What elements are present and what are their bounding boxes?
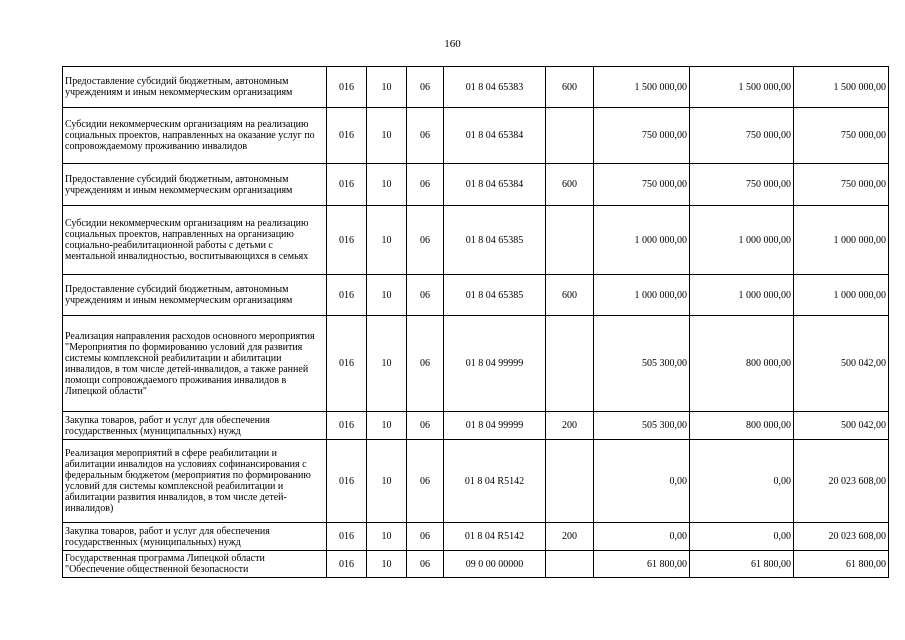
- amount-year-3: 20 023 608,00: [794, 440, 889, 523]
- expense-kind: 200: [546, 523, 594, 551]
- section-code: 10: [367, 316, 407, 412]
- section-code: 10: [367, 523, 407, 551]
- subsection-code: 06: [407, 108, 444, 164]
- expense-kind: [546, 440, 594, 523]
- ministry-code: 016: [327, 551, 367, 578]
- section-code: 10: [367, 206, 407, 275]
- ministry-code: 016: [327, 108, 367, 164]
- amount-year-3: 1 000 000,00: [794, 275, 889, 316]
- section-code: 10: [367, 412, 407, 440]
- table-row: [63, 523, 889, 551]
- row-name: Предоставление субсидий бюджетным, автономным учреждениям и иным некоммерческим организациям: [63, 164, 327, 206]
- ministry-code: 016: [327, 275, 367, 316]
- amount-year-2: 750 000,00: [690, 108, 794, 164]
- section-code: 10: [367, 440, 407, 523]
- amount-year-1: 0,00: [594, 440, 690, 523]
- amount-year-3: 1 500 000,00: [794, 67, 889, 108]
- amount-year-2: 61 800,00: [690, 551, 794, 578]
- row-name: Субсидии некоммерческим организациям на реализацию социальных проектов, направленных на оказание услуг по сопровождаемому проживанию инвалидов: [63, 108, 327, 164]
- ministry-code: 016: [327, 523, 367, 551]
- target-article: 01 8 04 99999: [444, 316, 546, 412]
- section-code: 10: [367, 108, 407, 164]
- row-name: Реализация направления расходов основного мероприятия "Мероприятия по формированию условий для развития системы комплексной реабилитации и абилитации инвалидов, в том числе детей-инвалидов, а также ранней помощи сопровождаемого проживания инвалидов в Липецкой области": [63, 316, 327, 412]
- subsection-code: 06: [407, 206, 444, 275]
- subsection-code: 06: [407, 440, 444, 523]
- target-article: 09 0 00 00000: [444, 551, 546, 578]
- amount-year-1: 0,00: [594, 523, 690, 551]
- amount-year-1: 1 000 000,00: [594, 275, 690, 316]
- target-article: 01 8 04 65383: [444, 67, 546, 108]
- table-row: [63, 440, 889, 523]
- amount-year-2: 750 000,00: [690, 164, 794, 206]
- table-row: [63, 412, 889, 440]
- target-article: 01 8 04 65384: [444, 108, 546, 164]
- row-name: Закупка товаров, работ и услуг для обеспечения государственных (муниципальных) нужд: [63, 412, 327, 440]
- section-code: 10: [367, 551, 407, 578]
- row-name: Реализация мероприятий в сфере реабилитации и абилитации инвалидов на условиях софинансирования с федеральным бюджетом (мероприятия по формированию условий для системы комплексной реабилитации и абилитации развития инвалидов, в том числе детей-инвалидов): [63, 440, 327, 523]
- amount-year-3: 20 023 608,00: [794, 523, 889, 551]
- ministry-code: 016: [327, 316, 367, 412]
- amount-year-2: 1 000 000,00: [690, 206, 794, 275]
- row-name: Предоставление субсидий бюджетным, автономным учреждениям и иным некоммерческим организациям: [63, 67, 327, 108]
- amount-year-2: 1 500 000,00: [690, 67, 794, 108]
- amount-year-3: 61 800,00: [794, 551, 889, 578]
- amount-year-2: 0,00: [690, 440, 794, 523]
- amount-year-1: 61 800,00: [594, 551, 690, 578]
- expense-kind: 600: [546, 275, 594, 316]
- amount-year-1: 1 000 000,00: [594, 206, 690, 275]
- amount-year-1: 505 300,00: [594, 412, 690, 440]
- subsection-code: 06: [407, 275, 444, 316]
- amount-year-2: 0,00: [690, 523, 794, 551]
- section-code: 10: [367, 67, 407, 108]
- amount-year-3: 1 000 000,00: [794, 206, 889, 275]
- section-code: 10: [367, 164, 407, 206]
- target-article: 01 8 04 65384: [444, 164, 546, 206]
- subsection-code: 06: [407, 523, 444, 551]
- ministry-code: 016: [327, 440, 367, 523]
- expense-kind: 600: [546, 164, 594, 206]
- amount-year-1: 750 000,00: [594, 164, 690, 206]
- expense-kind: 600: [546, 67, 594, 108]
- amount-year-3: 500 042,00: [794, 412, 889, 440]
- amount-year-1: 1 500 000,00: [594, 67, 690, 108]
- expense-kind: [546, 206, 594, 275]
- table-row: [63, 108, 889, 164]
- row-name: Субсидии некоммерческим организациям на реализацию социальных проектов, направленных на организацию социально-реабилитационной работы с детьми с ментальной инвалидностью, воспитывающихся в семьях: [63, 206, 327, 275]
- table-row: [63, 316, 889, 412]
- row-name: Государственная программа Липецкой области "Обеспечение общественной безопасности: [63, 551, 327, 578]
- subsection-code: 06: [407, 412, 444, 440]
- expense-kind: [546, 108, 594, 164]
- table-row: [63, 67, 889, 108]
- table-row: [63, 551, 889, 578]
- subsection-code: 06: [407, 164, 444, 206]
- amount-year-3: 750 000,00: [794, 108, 889, 164]
- ministry-code: 016: [327, 412, 367, 440]
- target-article: 01 8 04 65385: [444, 275, 546, 316]
- row-name: Закупка товаров, работ и услуг для обеспечения государственных (муниципальных) нужд: [63, 523, 327, 551]
- target-article: 01 8 04 99999: [444, 412, 546, 440]
- amount-year-2: 800 000,00: [690, 316, 794, 412]
- target-article: 01 8 04 R5142: [444, 523, 546, 551]
- subsection-code: 06: [407, 316, 444, 412]
- section-code: 10: [367, 275, 407, 316]
- expense-kind: 200: [546, 412, 594, 440]
- amount-year-3: 750 000,00: [794, 164, 889, 206]
- amount-year-2: 800 000,00: [690, 412, 794, 440]
- subsection-code: 06: [407, 551, 444, 578]
- table-row: [63, 206, 889, 275]
- amount-year-1: 750 000,00: [594, 108, 690, 164]
- budget-table: [62, 66, 889, 578]
- amount-year-1: 505 300,00: [594, 316, 690, 412]
- page-number: 160: [444, 38, 461, 50]
- row-name: Предоставление субсидий бюджетным, автономным учреждениям и иным некоммерческим организациям: [63, 275, 327, 316]
- table-row: [63, 275, 889, 316]
- amount-year-2: 1 000 000,00: [690, 275, 794, 316]
- target-article: 01 8 04 65385: [444, 206, 546, 275]
- table-row: [63, 164, 889, 206]
- ministry-code: 016: [327, 206, 367, 275]
- expense-kind: [546, 316, 594, 412]
- ministry-code: 016: [327, 67, 367, 108]
- amount-year-3: 500 042,00: [794, 316, 889, 412]
- ministry-code: 016: [327, 164, 367, 206]
- subsection-code: 06: [407, 67, 444, 108]
- target-article: 01 8 04 R5142: [444, 440, 546, 523]
- expense-kind: [546, 551, 594, 578]
